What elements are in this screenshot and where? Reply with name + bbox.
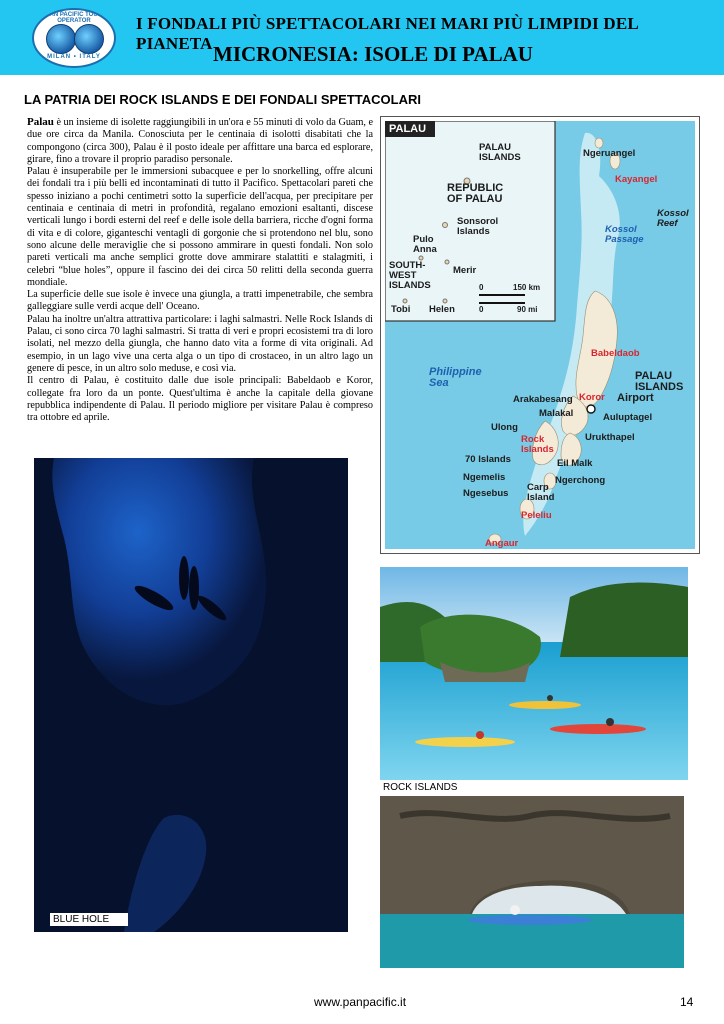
map-label-carp-island: Carp Island [527,482,555,503]
map-label-kayangel: Kayangel [615,174,658,185]
map-label-rock-islands: Rock Islands [521,434,554,455]
map-label-ulong: Ulong [491,422,518,433]
map-label-auluptagel: Auluptagel [603,412,653,423]
photo-blue-hole [34,458,348,932]
paragraph [27,116,373,166]
header-title: I FONDALI PIÙ SPETTACOLARI NEI MARI PIÙ LIMPIDI DEL PIANETA [136,14,638,53]
map-label-helen: Helen [429,304,455,315]
rock-islands-image [380,567,688,780]
page-number: 14 [680,995,694,1009]
airport-icon [587,405,595,413]
map-label-ngerchong: Ngerchong [555,475,606,486]
map-label-koror: Koror [579,392,605,403]
inset-island [443,223,448,228]
photo-caption-rock-islands: ROCK ISLANDS [380,781,478,794]
map-label-airport: Airport [617,392,654,404]
map-title: PALAU [389,123,427,135]
header-subtitle: MICRONESIA: ISOLE DI PALAU [213,42,533,66]
map-label-malakal: Malakal [539,408,574,419]
map-label-70-islands: 70 Islands [465,454,511,465]
photo-rock-islands [380,567,688,780]
map-label-ngesebus: Ngesebus [463,488,509,499]
map-label-ngeruangel: Ngeruangel [583,148,636,159]
footer-url[interactable]: www.panpacific.it [314,995,407,1009]
map-label-arakabesang: Arakabesang [513,394,573,405]
logo-top-text: PAN PACIFIC TOUR OPERATOR [45,12,102,24]
map-label-inset-palau-islands: PALAU ISLANDS [479,142,521,163]
company-logo[interactable] [32,8,116,68]
map-label-urukthapel: Urukthapel [585,432,635,443]
logo-bottom-text: MILAN • ITALY [47,54,101,60]
map-label-sonsorol: Sonsorol Islands [457,216,499,237]
photo-rock-arch [380,796,684,968]
map-canvas [385,121,695,549]
paragraph: Palau ha inoltre un'altra attrattiva particolare: i laghi salmastri. Nelle Rock Islands di Palau, ci sono circa 70 laghi salmastri. Si tratta di veri e propri ecosistemi tra di loro isolati, nel mezzo della giungla, che hanno dato vita a forme di vita originali. Ad esempio, in un lago vive una certa alga o un tipo di crostaceo, in un altro lago un genere di pesce, in un altro solo meduse, e così via. [27,313,373,374]
map-label-ngemelis: Ngemelis [463,472,506,483]
map-label-republic: REPUBLIC OF PALAU [447,182,504,205]
blue-hole-image [34,458,348,932]
map-label-peleliu: Peleliu [521,510,552,521]
inset-island [443,299,447,303]
paragraph: Il centro di Palau, è costituito dalle due isole principali: Babeldaob e Koror, collegate fra loro da un ponte. Quest'ultima è anche la capitale della giovane repubblica indipendente di Palau. Il periodo migliore per visitare Palau è compreso tra ottobre ed aprile. [27,375,373,424]
article-body [27,116,373,424]
paragraph: La superficie delle sue isole è invece una giungla, a tratti impenetrabile, che sembra galleggiare sulle verdi acque dell' Oceano. [27,289,373,313]
rock-arch-image [380,796,684,968]
map-label-philippine-sea: Philippine Sea [429,366,482,389]
globe-icon [74,24,104,54]
map-label-tobi: Tobi [391,304,411,315]
inset-island [445,260,449,264]
photo-caption-blue-hole: BLUE HOLE [50,913,128,926]
map-label-eil-malk: Eil Malk [557,458,593,469]
map-label-kossol-reef: Kossol Reef [657,208,689,229]
map-scale-mi-zero: 0 [479,305,484,314]
map-label-southwest: SOUTH- WEST ISLANDS [389,260,431,291]
paragraph-text: è un insieme di isolette raggiungibili in un'ora e 55 minuti di volo da Guam, e due ore circa da Manila. Conosciuta per le centinaia di isolotti disabitati che la compongono (circa 300), Palau è il posto ideale per affittare una barca ed esplorare, girare, fino a trovare il proprio paradiso personale. [27,117,373,165]
paragraph: Palau è insuperabile per le immersioni subacquee e per lo snorkelling, offre alcuni dei fondali tra i più belli ed incontaminati di tutto il Pacifico. Spettacolari pareti che spesso iniziano a pochi centimetri sotto la superficie dell'acqua, per precipitare per centinaia e centinaia di metri in profondità, regalano emozioni esaltanti, discese verticali lungo i bordi esterni del reef e delle isole della barriera, ricche d'ogni forma di vita e di colore, giganteschi ventagli di gorgonie che si protendono nel blu, sono sono alcune delle meraviglie che si possono ammirare in questi fondali. Non solo pareti verticali ma anche semplici grotte dove ammirare stalattiti e stalagmiti, i celebri “blue holes”, oppure il fascino dei dei circa 50 relitti della seconda guerra mondiale. [27,166,373,288]
globe-icon [46,24,76,54]
map-scale-km-zero: 0 [479,283,484,292]
kayak [468,915,592,925]
map-label-palau-islands: PALAU ISLANDS [635,370,684,393]
map-scale-km: 150 km [513,283,541,292]
map-label-babeldaob: Babeldaob [591,348,640,359]
lead-word: Palau [27,116,54,128]
map-label-pulo-anna: Pulo Anna [413,234,437,255]
inset-island [403,299,407,303]
map-scale-mi: 90 mi [517,305,538,314]
palau-map [380,116,700,554]
map-label-kossol-passage: Kossol Passage [605,224,644,245]
map-label-merir: Merir [453,265,477,276]
map-label-angaur: Angaur [485,538,519,549]
island-ngeruangel [595,138,603,148]
section-title: LA PATRIA DEI ROCK ISLANDS E DEI FONDALI SPETTACOLARI [24,92,421,107]
page-header [0,0,724,75]
